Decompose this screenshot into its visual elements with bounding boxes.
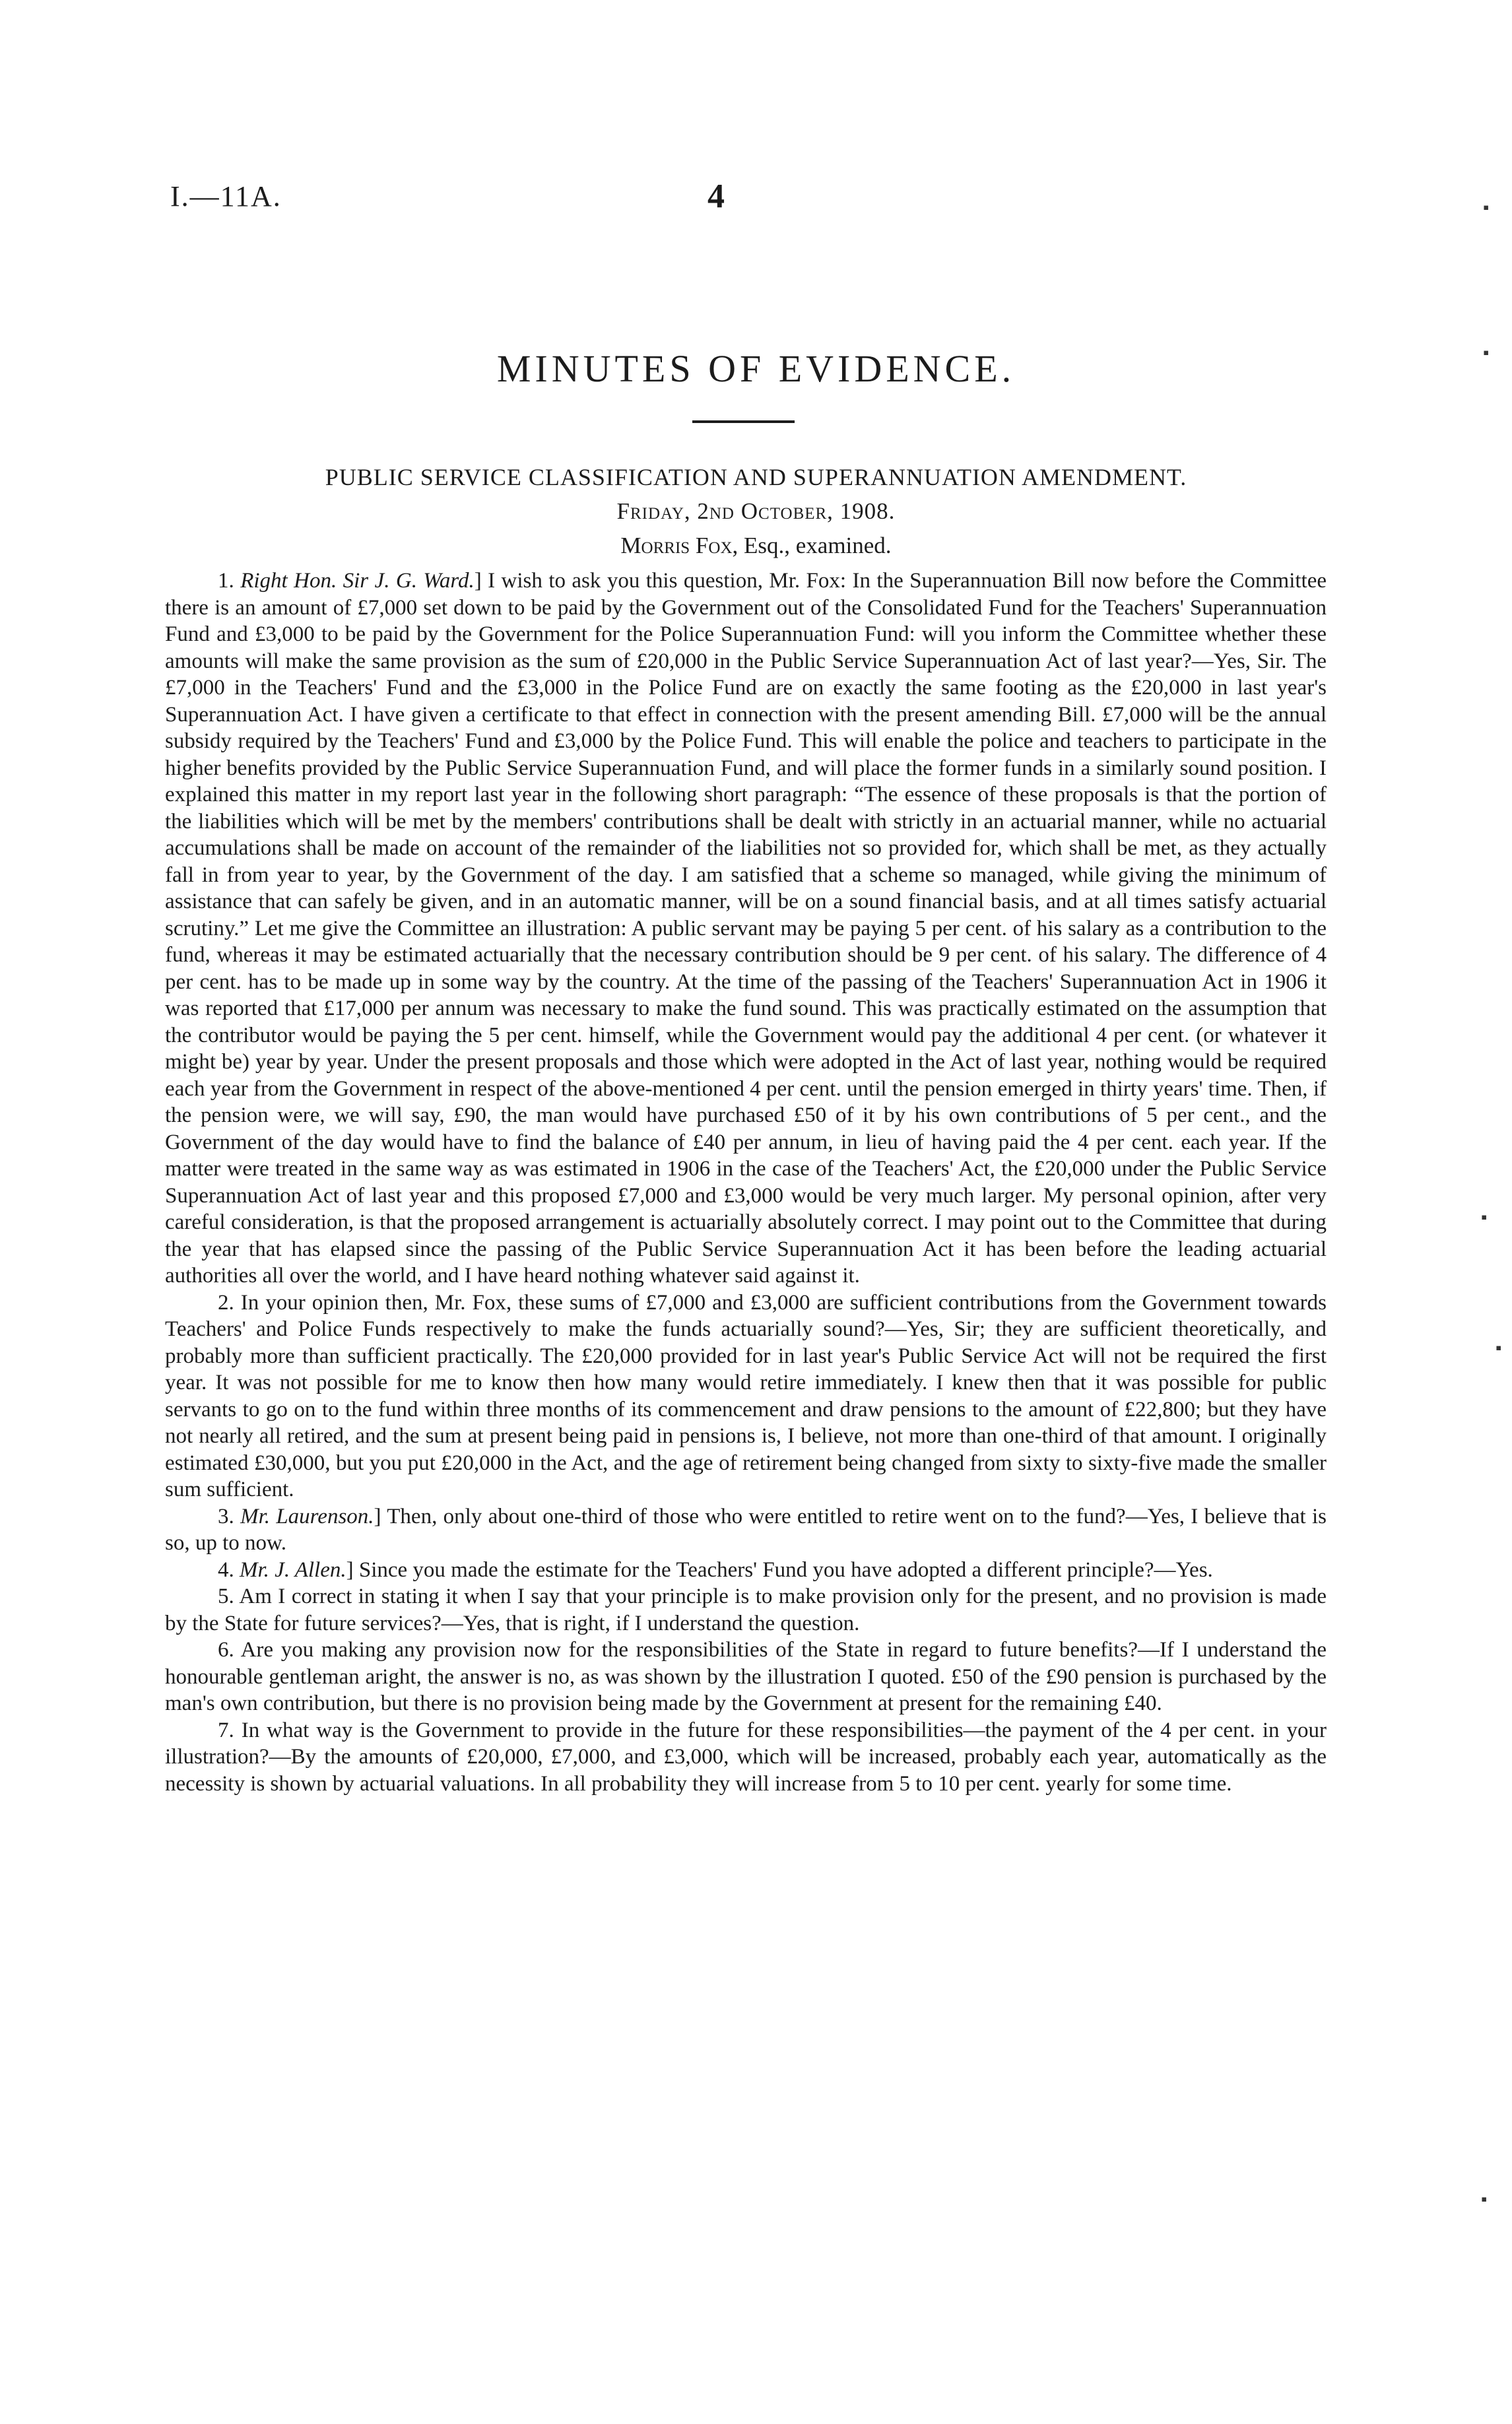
paragraph-text: In your opinion then, Mr. Fox, these sums of £7,000 and £3,000 are sufficient contributions from the Government towards Teachers' and Police Funds respectively to make the funds actuarially sound?—Yes, Sir; they are sufficient theoretically, and probably more than sufficient practically. The £20,000 provided for in last year's Public Service Act will not be required the first year. It was not possible for me to know then how many would retire immediately. I knew then that it was possible for public servants to go on to the fund within three months of its commencement and draw pensions to the amount of £22,800; but they have not nearly all retired, and the sum at present being paid in pensions is, I believe, not more than one-third of that amount. I originally estimated £30,000, but you put £20,000 in the Act, and the age of retirement being changed from sixty to sixty-five made the smaller sum sufficient.	[165, 1290, 1327, 1501]
paragraph-text: In what way is the Government to provide in the future for these responsibilities—the payment of the 4 per cent. in your illustration?—By the amounts of £20,000, £7,000, and £3,000, which will be increased, probably each year, automatically as the necessity is shown by actuarial valuations. In all probability they will increase from 5 to 10 per cent. yearly for some time.	[165, 1718, 1327, 1796]
paragraph-text: Are you making any provision now for the responsibilities of the State in regard to future benefits?—If I understand the honourable gentleman aright, the answer is no, as was shown by the illustration I quoted. £50 of the £90 pension is purchased by the man's own contribution, but there is no provision being made by the Government at present for the remaining £40.	[165, 1638, 1327, 1715]
margin-mark: ▪	[1483, 198, 1490, 217]
question-number: 6.	[218, 1638, 234, 1662]
evidence-paragraph	[165, 1717, 1327, 1798]
page-header	[0, 180, 1512, 219]
margin-mark: ▪	[1481, 2190, 1488, 2209]
question-number: 3.	[218, 1504, 234, 1528]
speaker-name: Mr. Laurenson.	[240, 1504, 374, 1528]
speaker-name: Mr. J. Allen.	[240, 1557, 346, 1582]
page-number: 4	[707, 178, 725, 215]
hearing-date: Friday, 2nd October, 1908.	[616, 498, 896, 524]
margin-mark: ▪	[1496, 1338, 1502, 1358]
question-number: 1.	[218, 569, 234, 593]
evidence-paragraph	[165, 1503, 1327, 1557]
witness-line	[0, 533, 1512, 559]
paragraph-text: ] I wish to ask you this question, Mr. Fox: In the Superannuation Bill now before the Committee there is an amount of £7,000 set down to be paid by the Government out of the Consolidated Fund for the Teachers' Superannuation Fund and £3,000 to be paid by the Government for the Police Superannuation Fund: will you inform the Committee whether these amounts will make the same provision as the sum of £20,000 in the Public Service Superannuation Act of last year?—Yes, Sir. The £7,000 in the Teachers' Fund and the £3,000 in the Police Fund are on exactly the same footing as the £20,000 in last year's Superannuation Act. I have given a certificate to that effect in connection with the present amending Bill. £7,000 will be the annual subsidy required by the Teachers' Fund and £3,000 by the Police Fund. This will enable the police and teachers to participate in the higher benefits provided by the Public Service Superannuation Fund, and will place the former funds in a similarly sound position. I explained this matter in my report last year in the following short paragraph: “The essence of these proposals is that the portion of the liabilities which will be met by the members' contributions shall be dealt with strictly in an actuarial manner, while no actuarial accumulations shall be made on account of the remainder of the liabilities not so provided for, which shall be met, as they actually fall in from year to year, by the Government of the day. I am satisfied that a scheme so managed, while giving the minimum of assistance that can safely be given, and in an automatic manner, will be on a sound financial basis, and at all times satisfy actuarial scrutiny.” Let me give the Committee an illustration: A public servant may be paying 5 per cent. of his salary as a contribution to the fund, whereas it may be estimated actuarially that the necessary contribution should be 9 per cent. of his salary. The difference of 4 per cent. has to be made up in some way by the country. At the time of the passing of the Teachers' Superannuation Act in 1906 it was reported that £17,000 per annum was necessary to make the fund sound. This was practically estimated on the assumption that the contributor would be paying the 5 per cent. himself, while the Government would pay the additional 4 per cent. (or whatever it might be) year by year. Under the present proposals and those which were adopted in the Act of last year, nothing would be required each year from the Government in respect of the above-mentioned 4 per cent. until the pension emerged in thirty years' time. Then, if the pension were, we will say, £90, the man would have purchased £50 of it by his own contributions of 5 per cent., and the Government of the day would have to find the balance of £40 per annum, in lieu of having paid the 4 per cent. each year. If the matter were treated in the same way as was estimated in 1906 in the case of the Teachers' Act, the £20,000 under the Public Service Superannuation Act of last year and this proposed £7,000 and £3,000 would be very much larger. My personal opinion, after very careful consideration, is that the proposed arrangement is actuarially absolutely correct. I may point out to the Committee that during the year that has elapsed since the passing of the Public Service Superannuation Act it has been before the leading actuarial authorities all over the world, and I have heard nothing whatever said against it.	[165, 569, 1327, 1288]
paragraph-text: ] Then, only about one-third of those who were entitled to retire went on to the fund?—Yes, I believe that is so, up to now.	[165, 1504, 1327, 1555]
title-divider	[692, 420, 795, 423]
evidence-paragraph	[165, 1637, 1327, 1717]
witness-name: Morris Fox	[620, 533, 733, 558]
evidence-paragraph	[165, 568, 1327, 1290]
question-number: 7.	[218, 1718, 234, 1742]
page-title: MINUTES OF EVIDENCE.	[496, 347, 1016, 390]
question-number: 2.	[218, 1290, 234, 1315]
evidence-paragraph	[165, 1290, 1327, 1503]
paragraph-text: ] Since you made the estimate for the Teachers' Fund you have adopted a different principle?—Yes.	[346, 1557, 1213, 1582]
question-number: 4.	[218, 1557, 234, 1582]
margin-mark: ▪	[1481, 1208, 1488, 1227]
section-subtitle: PUBLIC SERVICE CLASSIFICATION AND SUPERANNUATION AMENDMENT.	[325, 464, 1187, 490]
evidence-paragraph	[165, 1583, 1327, 1637]
paragraph-text: Am I correct in stating it when I say that your principle is to make provision only for the present, and no provision is made by the State for future services?—Yes, that is right, if I understand the question.	[165, 1585, 1327, 1635]
question-number: 5.	[218, 1585, 234, 1608]
witness-status: , Esq., examined.	[732, 533, 892, 558]
speaker-name: Right Hon. Sir J. G. Ward.	[240, 569, 475, 593]
document-reference: I.—11A.	[170, 180, 282, 213]
evidence-body	[165, 568, 1327, 1797]
margin-mark: ▪	[1483, 343, 1490, 362]
evidence-paragraph	[165, 1557, 1327, 1584]
